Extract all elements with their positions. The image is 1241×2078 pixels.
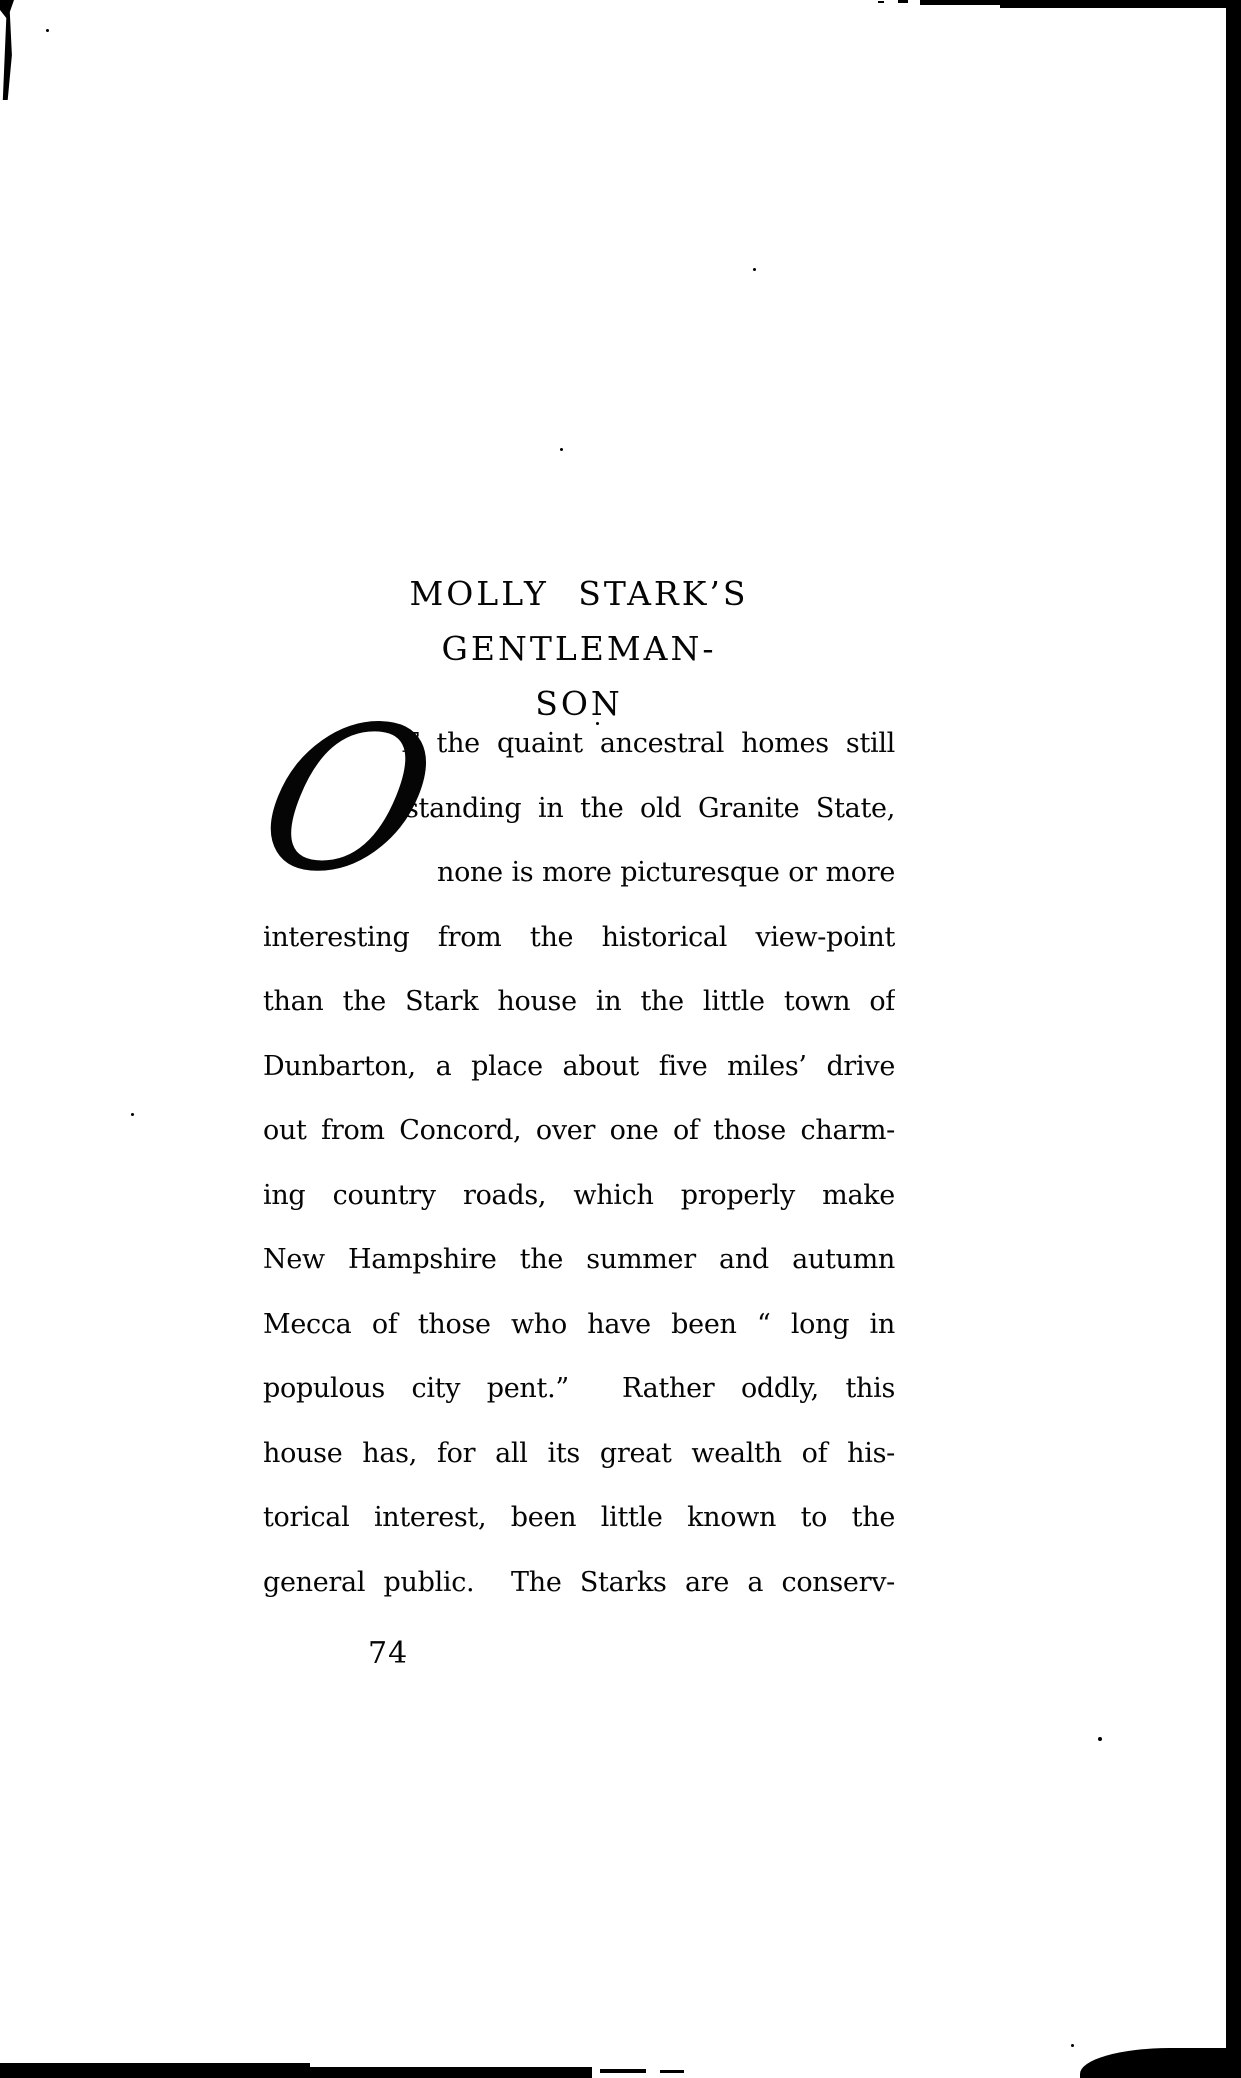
text-line: house has, for all its great wealth of his- (263, 1437, 895, 1469)
text-line: out from Concord, over one of those charm- (263, 1115, 895, 1146)
text-line: interesting from the historical view-point (263, 921, 895, 953)
scan-artifact-top-dash (898, 0, 908, 3)
text-line: none is more picturesque or more (437, 857, 895, 888)
drop-cap-letter: O (241, 684, 454, 915)
scan-speck (131, 1113, 134, 1116)
text-line: populous city pent.” Rather oddly, this (263, 1373, 895, 1404)
scan-speck (1071, 2044, 1074, 2047)
text-line: than the Stark house in the little town of (263, 986, 895, 1017)
scan-artifact-top-dash-2 (878, 1, 884, 3)
text-line: standing in the old Granite State, (405, 792, 895, 824)
text-line: ing country roads, which properly make (263, 1179, 895, 1211)
text-line: general public. The Starks are a conserv- (263, 1566, 895, 1598)
scan-speck (753, 268, 756, 271)
scan-speck (560, 448, 563, 451)
text-line: Dunbarton, a place about five miles’ drive (263, 1050, 895, 1082)
chapter-title-line-1: MOLLY STARK’S GENTLEMAN- (409, 574, 749, 668)
scan-artifact-bottom-dash (600, 2069, 646, 2073)
page-number: 74 (368, 1636, 409, 1671)
scan-artifact-left-mark (0, 0, 14, 100)
body-paragraph (263, 712, 895, 1615)
scan-artifact-bottom-right-corner (1080, 2048, 1241, 2078)
scan-speck (46, 29, 49, 32)
scan-artifact-bottom-edge (0, 2063, 310, 2078)
scan-speck (1098, 1737, 1102, 1741)
scan-artifact-bottom-dash-2 (660, 2070, 684, 2073)
text-line: New Hampshire the summer and autumn (263, 1244, 895, 1275)
scan-artifact-right-speckle (1215, 0, 1226, 2078)
chapter-title-line-2: SON (535, 684, 623, 723)
scan-artifact-left-speckle-2 (0, 570, 5, 1070)
text-line: Mecca of those who have been “ long in (263, 1308, 895, 1340)
scan-artifact-bottom-edge-2 (300, 2067, 592, 2078)
text-line: F the quaint ancestral homes still (401, 728, 895, 759)
text-line: torical interest, been little known to the (263, 1502, 895, 1533)
scan-artifact-right-edge (1226, 0, 1241, 2078)
scan-artifact-left-speckle (0, 100, 7, 570)
scan-artifact-right-speckle-2 (1205, 0, 1212, 2078)
